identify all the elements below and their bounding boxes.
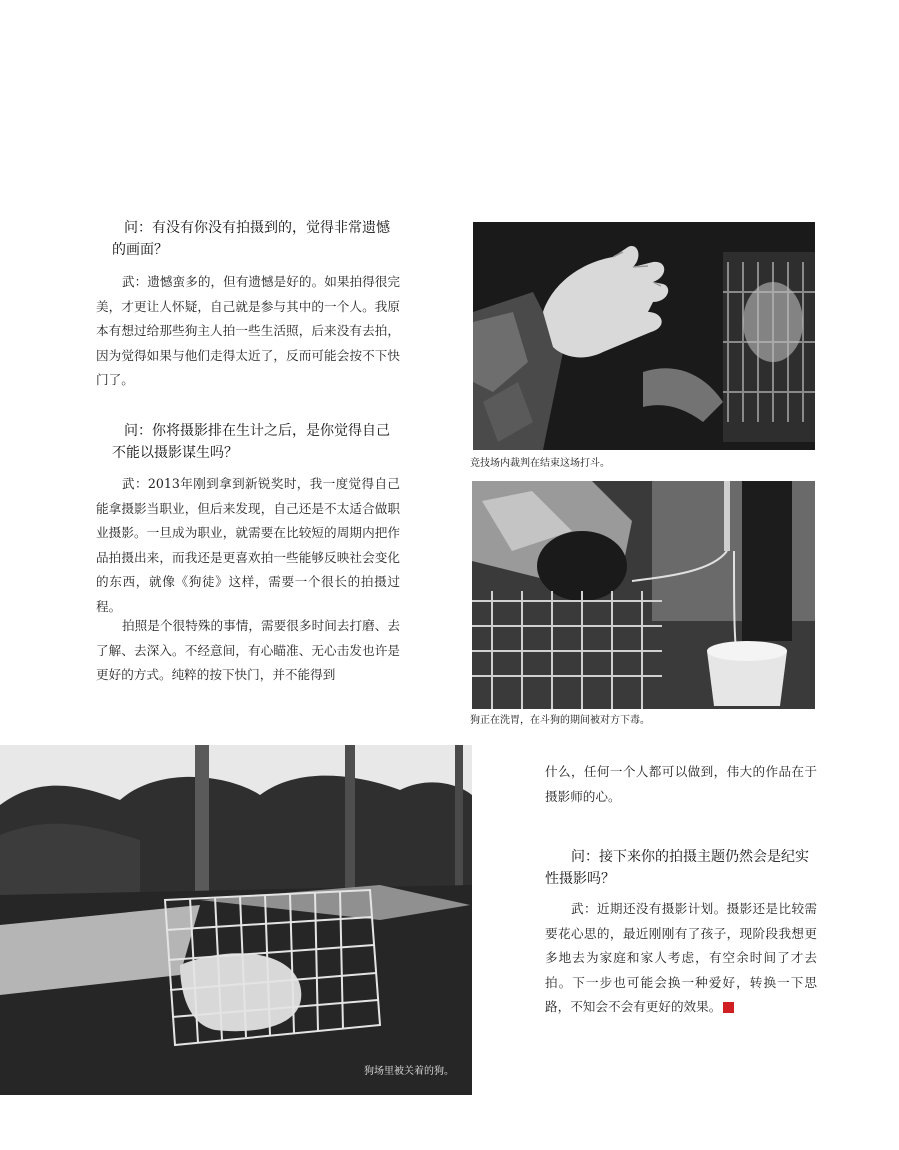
caption-photo-1: 竞技场内裁判在结束这场打斗。 (470, 458, 610, 469)
photo-caged-dog (0, 745, 472, 1095)
end-mark (723, 1002, 734, 1013)
photo-dog-lavage (472, 481, 815, 709)
answer-1: 武：遗憾蛮多的，但有遗憾是好的。如果拍得很完美，才更让人怀疑，自己就是参与其中的一个人。我原本有想过给那些狗主人拍一些生活照，后来没有去拍，因为觉得如果与他们走得太近了，反而可能会按不下快门了。 (96, 274, 400, 387)
answer-3: 拍照是个很特殊的事情，需要很多时间去打磨、去了解、去深入。不经意间，有心瞄准、无心击发也许是更好的方式。纯粹的按下快门，并不能得到 (96, 618, 400, 682)
photo-referee-hand (473, 222, 815, 450)
answer-4 (545, 897, 817, 1020)
caption-photo-3: 狗场里被关着的狗。 (364, 1066, 454, 1077)
answer-2: 武：2013年刚到拿到新锐奖时，我一度觉得自己能拿摄影当职业，但后来发现，自己还是不太适合做职业摄影。一旦成为职业，就需要在比较短的周期内把作品拍摄出来，而我还是更喜欢拍一些能够反映社会变化的东西，就像《狗徒》这样，需要一个很长的拍摄过程。 (96, 476, 400, 614)
answer-4-text: 武：近期还没有摄影计划。摄影还是比较需要花心思的，最近刚刚有了孩子，现阶段我想更多地去为家庭和家人考虑，有空余时间了才去拍。下一步也可能会换一种爱好，转换一下思路，不知会不会有更好的效果。 (545, 901, 817, 1014)
answer-3-continued: 什么，任何一个人都可以做到，伟大的作品在于摄影师的心。 (545, 764, 817, 804)
caged-dog-image (0, 745, 472, 1095)
question-3: 问：接下来你的拍摄主题仍然会是纪实性摄影吗？ (545, 849, 809, 887)
referee-hand-image (473, 222, 815, 450)
question-2: 问：你将摄影排在生计之后，是你觉得自己不能以摄影谋生吗？ (112, 423, 390, 461)
question-1: 问：有没有你没有拍摄到的，觉得非常遗憾的画面？ (112, 220, 390, 258)
dog-lavage-image (472, 481, 815, 709)
caption-photo-2: 狗正在洗胃，在斗狗的期间被对方下毒。 (470, 715, 650, 726)
